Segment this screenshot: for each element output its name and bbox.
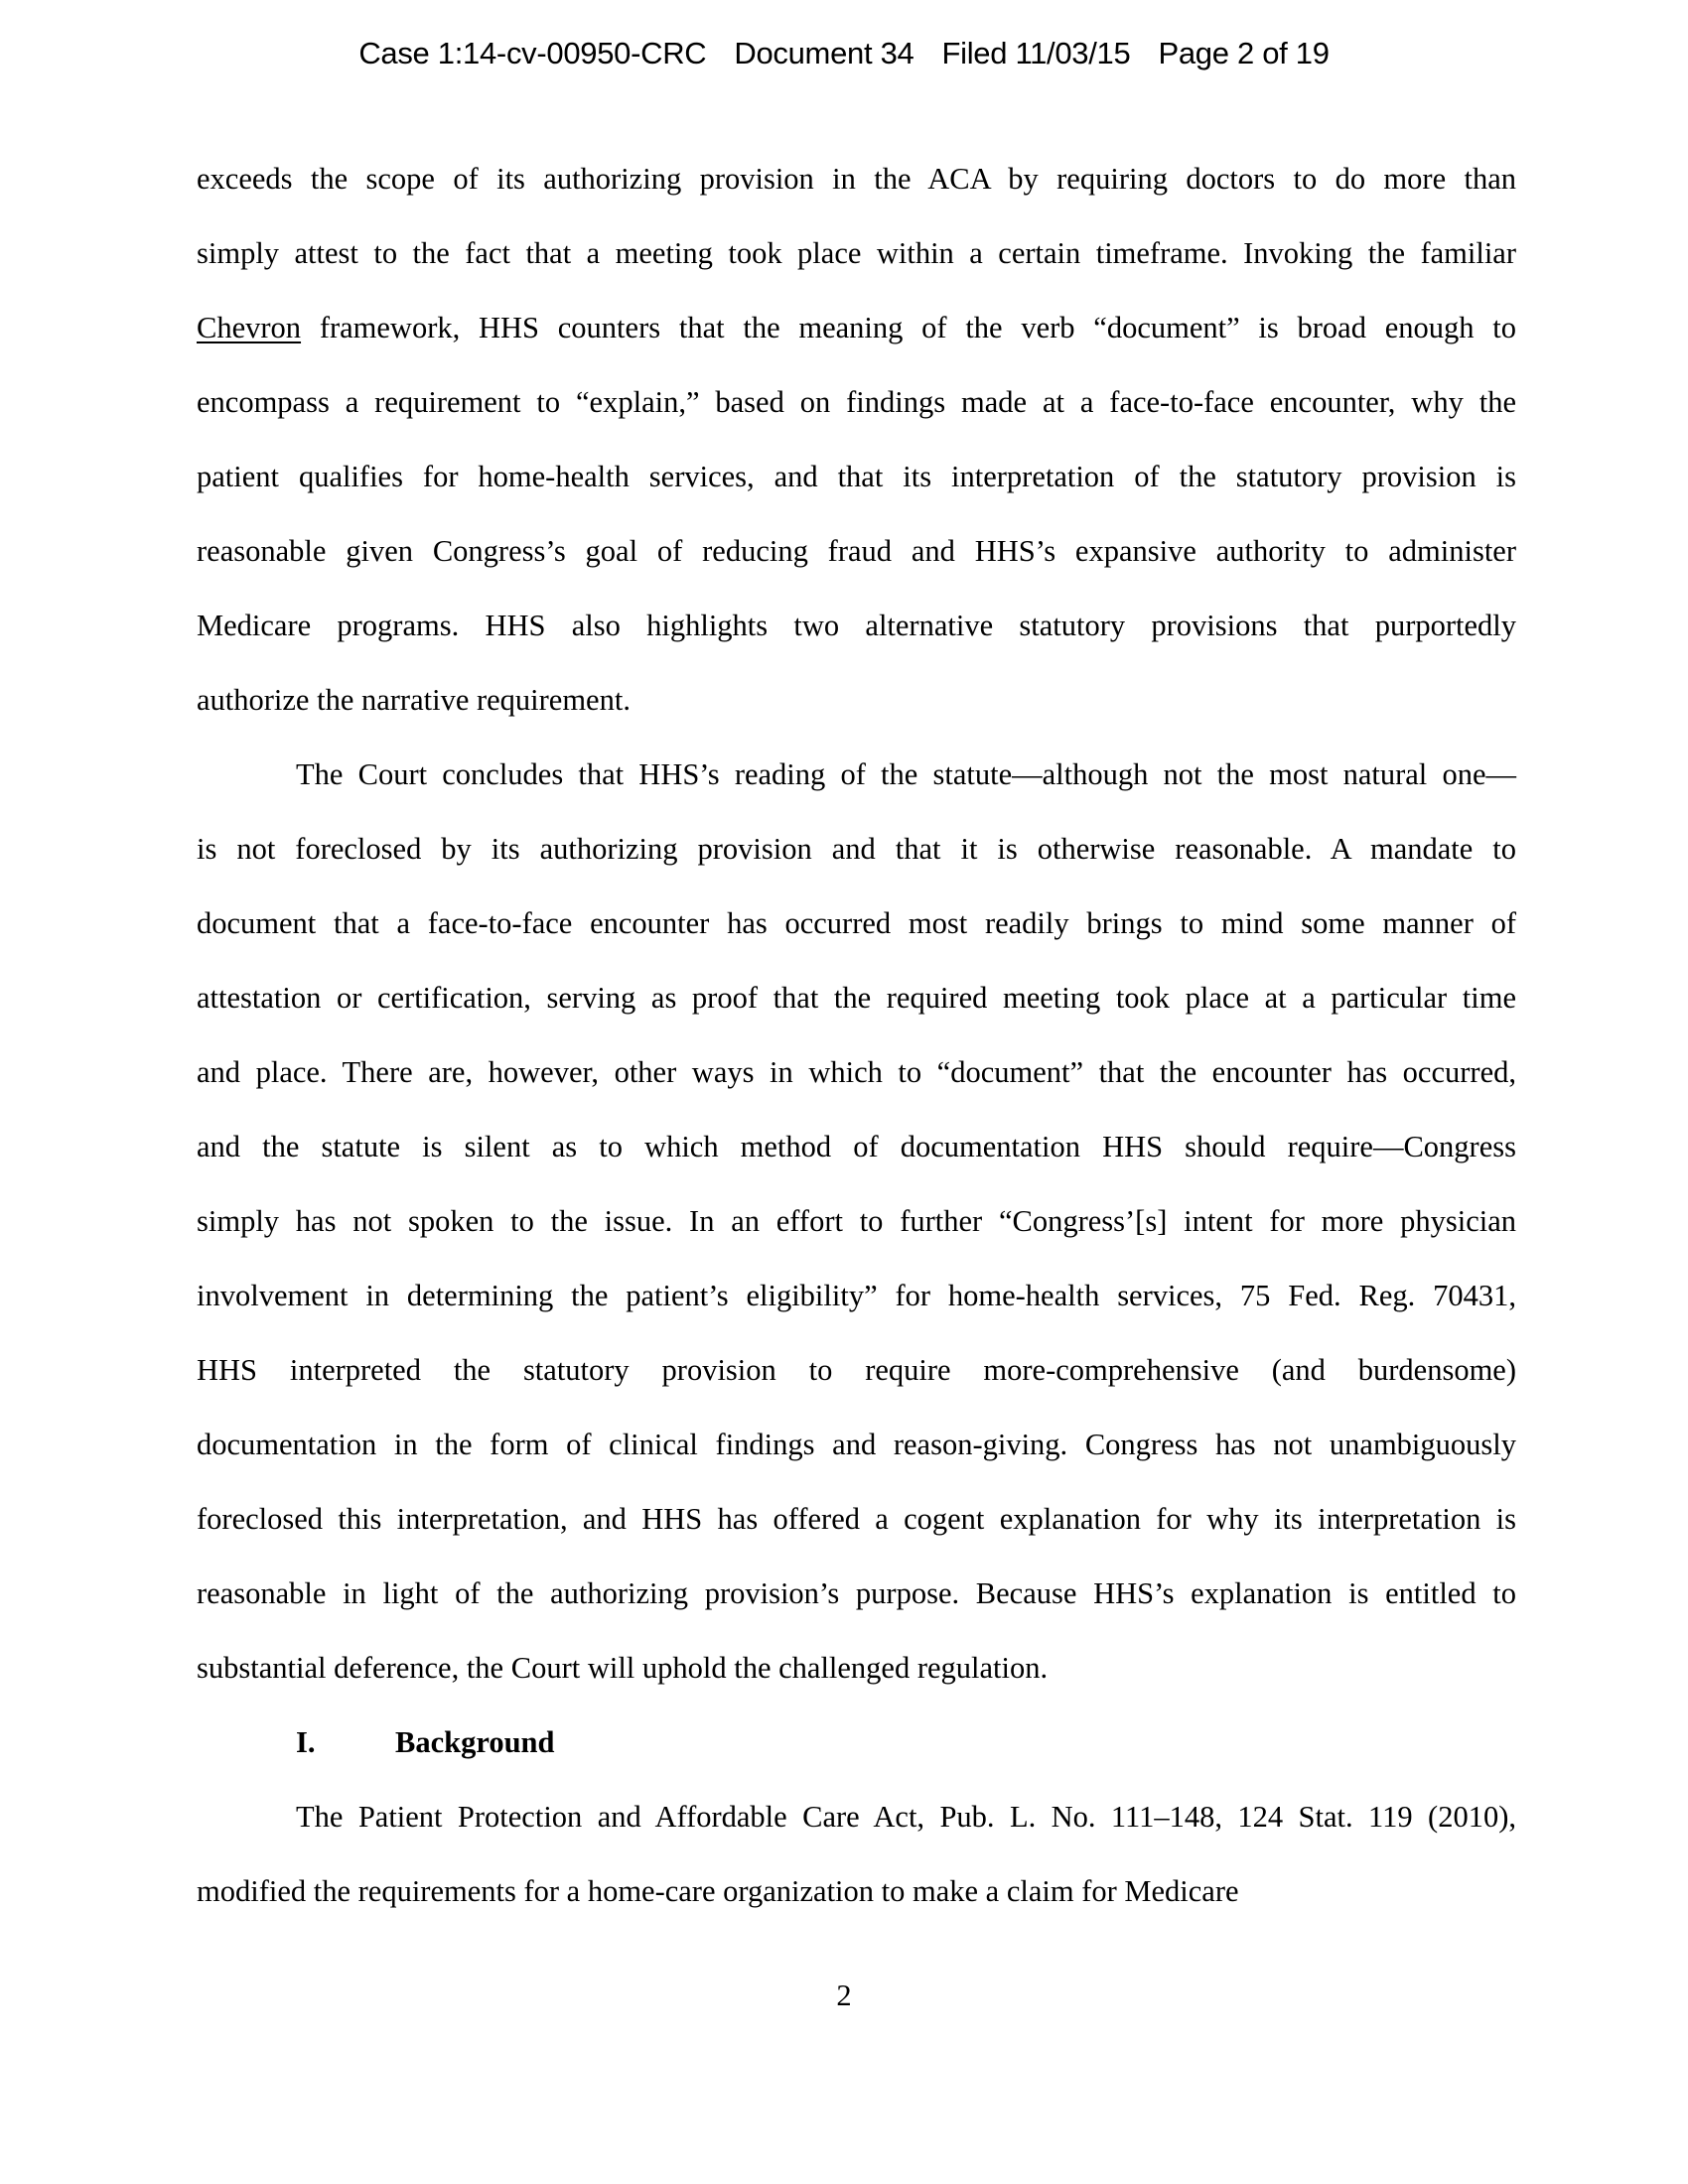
filed-date: Filed 11/03/15 [941, 36, 1131, 70]
text-line: foreclosed this interpretation, and HHS has offered a cogent explanation for why its interpretation is [197, 1502, 1516, 1536]
text-line: patient qualifies for home-health services, and that its interpretation of the statutory provision is [197, 460, 1516, 493]
document-number: Document 34 [734, 36, 914, 70]
text-line: documentation in the form of clinical findings and reason-giving. Congress has not unambiguously [197, 1428, 1516, 1461]
page-number: 2 [836, 1979, 852, 2012]
text-line: simply attest to the fact that a meeting took place within a certain timeframe. Invoking the familiar [197, 236, 1516, 270]
text-line: Medicare programs. HHS also highlights two alternative statutory provisions that purportedly [197, 609, 1516, 642]
text-line: reasonable given Congress’s goal of reducing fraud and HHS’s expansive authority to administer [197, 534, 1516, 568]
text-line: modified the requirements for a home-care organization to make a claim for Medicare [197, 1874, 1239, 1908]
text-line: authorize the narrative requirement. [197, 683, 631, 717]
text-line-rest: framework, HHS counters that the meaning of the verb “document” is broad enough to [319, 311, 1516, 344]
text-line: substantial deference, the Court will uphold the challenged regulation. [197, 1651, 1049, 1685]
text-line: encompass a requirement to “explain,” based on findings made at a face-to-face encounter, why the [197, 385, 1516, 419]
text-line: attestation or certification, serving as proof that the required meeting took place at a particular time [197, 981, 1516, 1015]
text-line [197, 308, 1516, 347]
text-line: The Patient Protection and Affordable Care Act, Pub. L. No. 111–148, 124 Stat. 119 (2010), [296, 1800, 1516, 1834]
text-line: reasonable in light of the authorizing provision’s purpose. Because HHS’s explanation is entitled to [197, 1576, 1516, 1610]
text-line: is not foreclosed by its authorizing provision and that it is otherwise reasonable. A mandate to [197, 832, 1516, 866]
text-line: simply has not spoken to the issue. In an effort to further “Congress’[s] intent for more physician [197, 1204, 1516, 1238]
text-line: The Court concludes that HHS’s reading of the statute—although not the most natural one— [296, 757, 1516, 791]
page-indicator: Page 2 of 19 [1158, 36, 1330, 70]
case-header [0, 36, 1688, 71]
case-citation-chevron: Chevron [197, 311, 302, 344]
text-line: document that a face-to-face encounter has occurred most readily brings to mind some manner of [197, 906, 1516, 940]
text-line: involvement in determining the patient’s eligibility” for home-health services, 75 Fed. Reg. 70431, [197, 1279, 1516, 1312]
text-line: and the statute is silent as to which method of documentation HHS should require—Congress [197, 1130, 1516, 1163]
text-line: HHS interpreted the statutory provision to require more-comprehensive (and burdensome) [197, 1353, 1516, 1387]
case-number: Case 1:14-cv-00950-CRC [358, 36, 707, 70]
text-line: exceeds the scope of its authorizing provision in the ACA by requiring doctors to do more than [197, 162, 1516, 196]
section-number: I. [296, 1725, 316, 1759]
section-heading [296, 1722, 554, 1762]
section-title: Background [395, 1725, 555, 1759]
text-line: and place. There are, however, other ways in which to “document” that the encounter has occurred, [197, 1055, 1516, 1089]
